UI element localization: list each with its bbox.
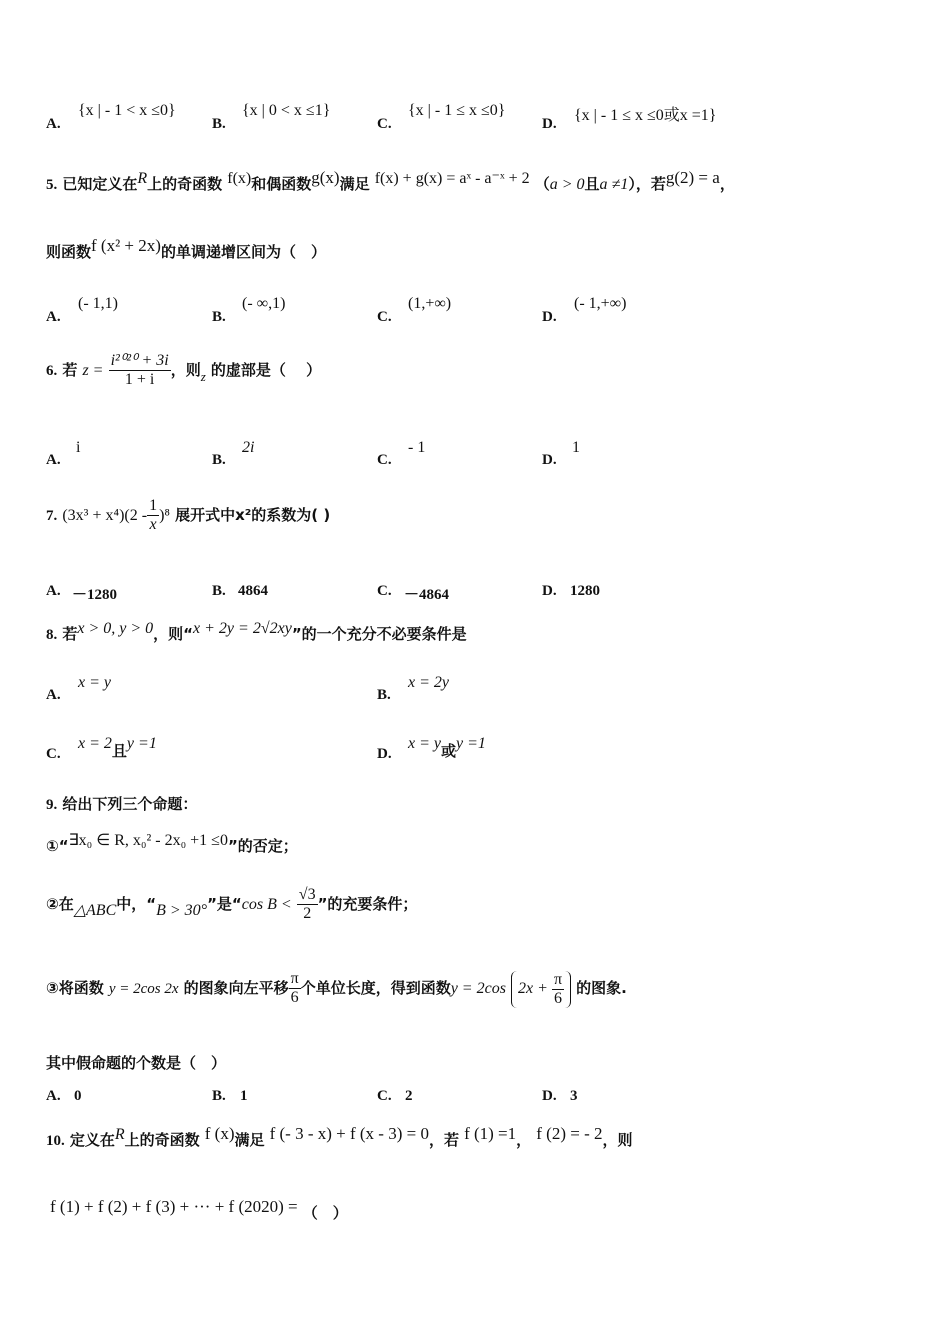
q9-p2-fraction bbox=[297, 886, 318, 923]
q9-p3-paren-group bbox=[511, 971, 571, 1008]
q8-quote-open: “ bbox=[183, 625, 194, 643]
q5-math-7: g(2) = a bbox=[665, 168, 720, 187]
q5-text-1: 已知定义在 bbox=[62, 175, 138, 193]
q6-option-a-text: i bbox=[76, 439, 81, 456]
q9-p3-fraction-1 bbox=[289, 970, 301, 1007]
q8-text-3: 的一个充分不必要条件是 bbox=[301, 625, 467, 643]
q9-p3-math-2: y = 2cos bbox=[450, 980, 506, 997]
q10-text-3: 满足 bbox=[234, 1131, 265, 1149]
q9-number: 9. bbox=[46, 797, 58, 813]
q10-number: 10. bbox=[46, 1133, 65, 1149]
q9-p2-text-2: 中，“ bbox=[116, 895, 157, 913]
q10-text-1: 定义在 bbox=[69, 1131, 115, 1149]
q6-option-c-label: C. bbox=[377, 452, 392, 468]
q6-z: z bbox=[200, 369, 206, 384]
q9-p1-math: ∃x₀ ∈ R, x₀² - 2x₀ +1 ≤0 bbox=[68, 832, 228, 849]
q5-math-5: a > 0 bbox=[549, 176, 585, 193]
q9-p3-text-2: 的图象向左平移 bbox=[183, 979, 289, 997]
q9-p2-text-1: 在 bbox=[58, 895, 74, 913]
q10-stem-line2 bbox=[50, 1197, 348, 1223]
q8-option-b-text: x = 2y bbox=[408, 674, 449, 691]
q8-text-2: ，则 bbox=[153, 625, 184, 643]
q9-p2-math-1: △ABC bbox=[73, 902, 117, 919]
q7-option-c-label: C. bbox=[377, 583, 392, 599]
q9-option-b-label: B. bbox=[212, 1088, 226, 1104]
q9-question-text: 其中假命题的个数是（ ） bbox=[46, 1054, 227, 1072]
q9-p3-mark: ③ bbox=[46, 979, 59, 997]
q9-question bbox=[46, 1052, 226, 1073]
q7-tail: 展开式中x²的系数为( ) bbox=[175, 506, 331, 524]
q5-line2-text-2: 的单调递增区间为（ ） bbox=[160, 243, 326, 261]
q8-math-2: x + 2y = 2√2xy bbox=[193, 620, 292, 637]
q9-p3-fraction-2-numerator: π bbox=[553, 970, 563, 988]
q8-quote-close: ” bbox=[291, 625, 302, 643]
q10-stem-line1 bbox=[46, 1124, 633, 1150]
q6-fraction bbox=[109, 352, 171, 389]
q9-stem-text: 给出下列三个命题： bbox=[62, 795, 198, 813]
q10-math-1: R bbox=[114, 1126, 125, 1143]
q8-option-d-conj: 或 bbox=[441, 742, 457, 760]
q6-stem bbox=[46, 352, 321, 389]
q5-math-6: a ≠1 bbox=[599, 176, 629, 193]
q6-text-3: 的虚部是（ ） bbox=[210, 361, 322, 379]
q9-option-c-label: C. bbox=[377, 1088, 392, 1104]
q6-option-d-label: D. bbox=[542, 452, 557, 468]
q4-option-b-text: {x | 0 < x ≤1} bbox=[242, 102, 331, 119]
q5-stem-line2 bbox=[46, 236, 326, 262]
q7-option-d-label: D. bbox=[542, 583, 557, 599]
q8-option-c-text: x = 2 bbox=[78, 735, 112, 752]
q4-option-c-text: {x | - 1 ≤ x ≤0} bbox=[408, 102, 506, 119]
q5-number: 5. bbox=[46, 177, 58, 193]
q5-option-a-text: (- 1,1) bbox=[78, 295, 118, 312]
q4-option-b-label: B. bbox=[212, 116, 226, 132]
q9-option-d-label: D. bbox=[542, 1088, 557, 1104]
q9-p3-math-1: y = 2cos 2x bbox=[108, 981, 179, 997]
q9-p3-text-4: 的图象. bbox=[576, 979, 627, 997]
q9-p2-fraction-denominator: 2 bbox=[303, 905, 312, 922]
q9-p3-math-3: 2x + bbox=[518, 980, 548, 997]
q9-p2-math-3: cos B < bbox=[241, 896, 292, 913]
q8-option-a-text: x = y bbox=[78, 674, 111, 691]
q4-option-a-label: A. bbox=[46, 116, 61, 132]
q10-math-3: f (- 3 - x) + f (x - 3) = 0 bbox=[269, 1124, 429, 1143]
q6-option-d-text: 1 bbox=[572, 439, 580, 456]
q9-p3-fraction-2 bbox=[552, 971, 564, 1008]
q9-p3-fraction-2-denominator: 6 bbox=[553, 989, 562, 1007]
q5-option-c-label: C. bbox=[377, 309, 392, 325]
q9-p2-text-4: ”的充要条件； bbox=[317, 895, 418, 913]
q8-option-c-conj: 且 bbox=[111, 742, 127, 760]
q7-option-c-text: －4864 bbox=[404, 587, 450, 603]
q6-text-2: ，则 bbox=[170, 361, 201, 379]
q8-option-a-label: A. bbox=[46, 687, 61, 703]
q5-option-a-label: A. bbox=[46, 309, 61, 325]
q5-option-c-text: (1,+∞) bbox=[408, 295, 452, 312]
q9-stem bbox=[46, 793, 197, 814]
q5-option-b-label: B. bbox=[212, 309, 226, 325]
q8-option-d-text: x = y bbox=[408, 735, 441, 752]
q6-number: 6. bbox=[46, 363, 58, 379]
q8-option-d-label: D. bbox=[377, 746, 392, 762]
q9-proposition-1 bbox=[46, 830, 298, 856]
q7-stem bbox=[46, 497, 330, 534]
q7-number: 7. bbox=[46, 508, 58, 524]
q9-option-c-text: 2 bbox=[405, 1088, 413, 1104]
q7-expression-a: (3x³ + x⁴)(2 - bbox=[62, 507, 148, 524]
q7-option-d-text: 1280 bbox=[570, 583, 600, 599]
q9-p2-math-2: B > 30° bbox=[156, 902, 208, 919]
q7-option-b-label: B. bbox=[212, 583, 226, 599]
q8-option-d-content bbox=[408, 733, 486, 761]
q7-expression-b: )⁸ bbox=[159, 507, 170, 524]
q10-text-4: ，若 bbox=[428, 1131, 459, 1149]
q5-math-3: g(x) bbox=[311, 168, 340, 187]
q9-p2-fraction-numerator: √3 bbox=[298, 886, 316, 903]
q7-fraction-numerator: 1 bbox=[149, 497, 158, 514]
q7-option-b-text: 4864 bbox=[238, 583, 268, 599]
q7-fraction bbox=[147, 497, 159, 534]
q9-option-b-text: 1 bbox=[240, 1088, 248, 1104]
q9-proposition-2 bbox=[46, 886, 417, 923]
q4-option-c-label: C. bbox=[377, 116, 392, 132]
q5-text-7: ），若 bbox=[628, 175, 666, 193]
q6-option-b-label: B. bbox=[212, 452, 226, 468]
q4-option-a-text: {x | - 1 < x ≤0} bbox=[78, 102, 176, 119]
q9-option-d-text: 3 bbox=[570, 1088, 578, 1104]
q5-text-5: （ bbox=[534, 175, 550, 193]
q5-text-3: 和偶函数 bbox=[251, 175, 312, 193]
q5-text-8: ， bbox=[719, 175, 735, 193]
q5-line2-text-1: 则函数 bbox=[46, 243, 92, 261]
q5-math-4: f(x) + g(x) = aˣ - a⁻ˣ + 2 bbox=[374, 170, 530, 187]
q9-p3-text-3: 个单位长度，得到函数 bbox=[300, 979, 451, 997]
q9-p3-fraction-1-numerator: π bbox=[290, 970, 299, 987]
q8-option-c-text2: y =1 bbox=[126, 735, 157, 752]
q10-math-5: f (2) = - 2 bbox=[536, 1124, 603, 1143]
q9-p2-text-3: ”是“ bbox=[207, 895, 242, 913]
q10-line2-text: （ ） bbox=[302, 1204, 348, 1222]
q5-option-b-text: (- ∞,1) bbox=[242, 295, 286, 312]
q9-p1-mark: ①“ bbox=[46, 837, 69, 855]
q5-text-2: 上的奇函数 bbox=[147, 175, 223, 193]
q9-proposition-3 bbox=[46, 970, 627, 1008]
q9-option-a-label: A. bbox=[46, 1088, 61, 1104]
q8-stem bbox=[46, 620, 467, 644]
q8-math-1: x > 0, y > 0 bbox=[77, 620, 154, 637]
q8-option-c-label: C. bbox=[46, 746, 61, 762]
q9-p3-text-1: 将函数 bbox=[58, 979, 104, 997]
q9-p2-mark: ② bbox=[46, 895, 59, 913]
q5-option-d-text: (- 1,+∞) bbox=[574, 295, 627, 312]
q8-option-b-label: B. bbox=[377, 687, 391, 703]
q7-fraction-denominator: x bbox=[149, 516, 157, 533]
q10-line2-math: f (1) + f (2) + f (3) + ··· + f (2020) = bbox=[50, 1197, 298, 1216]
q6-z-equals: z = bbox=[82, 362, 104, 379]
q6-option-b-text: 2i bbox=[242, 439, 255, 456]
q10-text-6: ，则 bbox=[602, 1131, 633, 1149]
q10-text-2: 上的奇函数 bbox=[124, 1131, 200, 1149]
q8-number: 8. bbox=[46, 627, 58, 643]
q9-p3-fraction-1-denominator: 6 bbox=[290, 989, 299, 1006]
q9-option-a-text: 0 bbox=[74, 1088, 82, 1104]
q8-option-c-content bbox=[78, 733, 157, 761]
q4-option-d-label: D. bbox=[542, 116, 557, 132]
q5-stem-line1 bbox=[46, 168, 735, 194]
q6-option-a-label: A. bbox=[46, 452, 61, 468]
q6-fraction-denominator: 1 + i bbox=[124, 371, 155, 388]
q5-text-6: 且 bbox=[584, 175, 600, 193]
q10-math-4: f (1) =1 bbox=[464, 1124, 517, 1143]
q10-text-5: ， bbox=[516, 1131, 532, 1149]
q5-option-d-label: D. bbox=[542, 309, 557, 325]
q10-math-2: f (x) bbox=[204, 1124, 235, 1143]
q7-option-a-label: A. bbox=[46, 583, 61, 599]
q6-fraction-numerator: i²⁰²⁰ + 3i bbox=[110, 352, 169, 369]
q5-text-4: 满足 bbox=[339, 175, 370, 193]
q4-option-d-text: {x | - 1 ≤ x ≤0或x =1} bbox=[574, 107, 717, 124]
q7-option-a-text: －1280 bbox=[72, 587, 118, 603]
q5-math-2: f(x) bbox=[227, 170, 252, 187]
q6-option-c-text: - 1 bbox=[408, 439, 426, 456]
q5-math-1: R bbox=[137, 170, 148, 187]
q5-line2-math: f (x² + 2x) bbox=[91, 236, 161, 255]
q8-text-1: 若 bbox=[62, 625, 78, 643]
q6-text-1: 若 bbox=[62, 361, 78, 379]
q9-p1-tail: ”的否定； bbox=[227, 837, 298, 855]
q8-option-d-text2: y =1 bbox=[456, 735, 486, 752]
